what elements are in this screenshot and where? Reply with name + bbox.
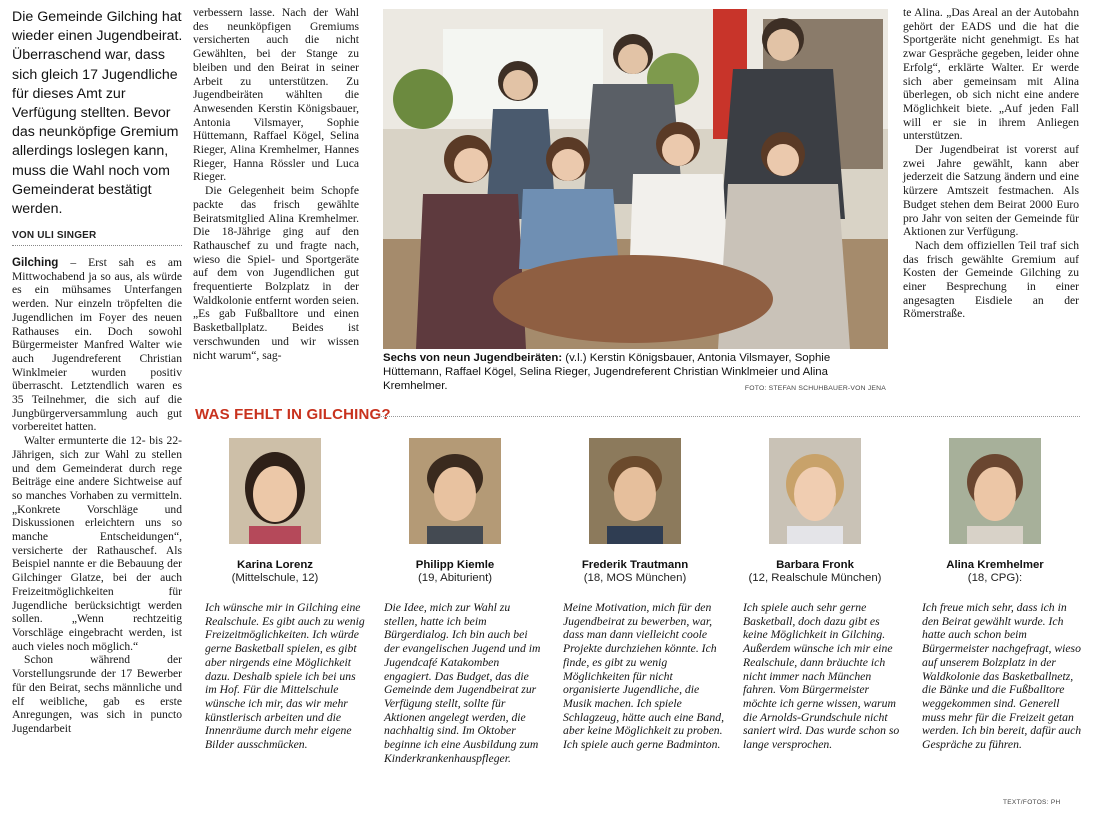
dateline: Gilching	[12, 256, 59, 269]
person-details: (18, CPG):	[967, 572, 1023, 584]
portrait-illustration	[769, 438, 861, 544]
photo-credit: FOTO: STEFAN SCHUHBAUER-VON JENA	[744, 385, 886, 392]
person-quote: Ich spiele auch sehr gerne Basketball, doch dazu gibt es keine Möglichkeit in Gilching. Außerdem wünsche ich mir eine Realschule, dann bräuchte ich nicht immer nach München fahren. Vom Bürgermeister möchte ich gerne wissen, warum die Arnolds-Grundschule nicht saniert wird. Das wurde schon so lange versprochen.	[743, 601, 900, 752]
group-photo	[383, 9, 888, 349]
portrait-photo	[769, 438, 861, 544]
article-paragraph: Schon während der Vorstellungsrunde der 17 Bewerber für den Beirat, sechs männliche und elf weibliche, gab es erste Anregungen, was sich in puncto Jugendarbeit	[12, 653, 182, 735]
portrait-illustration	[409, 438, 501, 544]
byline-divider	[12, 245, 182, 246]
portrait-photo	[229, 438, 321, 544]
person-name: Alina Kremhelmer	[946, 559, 1044, 571]
person-quote: Ich wünsche mir in Gilching eine Realschule. Es gibt auch zu wenig Freizeitmöglichkeiten. Ich würde gerne Basketball spielen, es gibt aber nirgends eine Möglichkeit dazu. Deshalb spiele ich bei uns im Hof. Für die Mittelschule wünsche ich mir, das wir mehr künstlerisch arbeiten und die Innenräume durch mehr eigene Bilder ausschmücken.	[205, 601, 365, 752]
article-paragraph: Walter ermunterte die 12- bis 22-Jährigen, sich zur Wahl zu stellen und dem Gemeinderat durch rege Beiträge eine andere Sichtweise auf so manches Vorhaben zu vermitteln. „Konkrete Vorschläge und Diskussionen erleichtern uns so manche Entscheidungen“, versicherte der Rathauschef. Als Beispiel nannte er die Bebauung der Gilchinger Glatze, bei der auch Freizeitmöglichkeiten für Jugendliche berücksichtigt werden sollen. „Wenn rechtzeitig Vorschläge eingebracht werden, ist auch vieles noch möglich.“	[12, 434, 182, 653]
person-details: (12, Realschule München)	[748, 572, 882, 584]
person-card	[735, 438, 895, 584]
person-quote: Ich freue mich sehr, dass ich in den Beirat gewählt wurde. Ich hatte auch schon beim Bürgermeister nachgefragt, wieso auf unserem Bolzplatz in der Waldkolonie das Basketballnetz, die Bänke und die Fußballtore weggekommen sind. Generell muss mehr für die Freizeit getan werden. Ich bin bereit, dafür auch Gespräche zu führen.	[922, 601, 1082, 752]
article-paragraph: verbessern lasse. Nach der Wahl des neunköpfigen Gremiums versicherten auch die nicht Gewählten, bei der Stange zu bleiben und den Beirat in seiner Arbeit zu unterstützen. Zu Jugendbeiräten wählten die Anwesenden Kerstin Königsbauer, Antonia Vilsmayer, Sophie Hüttemann, Raffael Kögel, Selina Rieger, Alina Kremhelmer, Hannes Rieger, Hanna Rössler und Luca Rieger.	[193, 6, 359, 184]
article-column-1	[12, 256, 182, 736]
article-paragraph: Der Jugendbeirat ist vorerst auf zwei Jahre gewählt, kann aber jederzeit die Satzung ändern und eine kürzere Amtszeit festmachen. Als Budget stehen dem Beirat 2000 Euro pro Jahr von seiten der Gemeinde für Aktionen zur Verfügung.	[903, 143, 1079, 239]
person-name: Philipp Kiemle	[415, 559, 495, 571]
person-quote: Die Idee, mich zur Wahl zu stellen, hatte ich beim Bürgerdialog. Ich bin auch bei der evangelischen Jugend und im Jugendcafé Katakomben engagiert. Das Budget, das die Gemeinde dem Jugendbeirat zur Verfügung stellt, sollte für Aktionen angelegt werden, die nachhaltig sind. Im Oktober beginne ich eine Ausbildung zum Kinderkrankenhauspfleger.	[384, 601, 541, 765]
article-column-2	[193, 6, 359, 362]
person-card	[555, 438, 715, 584]
portrait-illustration	[949, 438, 1041, 544]
article-paragraph: Gilching – Erst sah es am Mittwochabend ja so aus, als würde es ein mühsames Unterfangen werden. Nur einzeln tröpfelten die Jugendlichen im Foyer des neuen Rathauses ein. Doch sowohl Bürgermeister Manfred Walter wie auch Jugendreferent Christian Winklmeier wurden positiv überrascht. Letztendlich waren es 35 Teilnehmer, die sich auf die Jungbürgerversammlung auch gut vorbereitet hatten.	[12, 256, 182, 434]
group-photo-illustration	[383, 9, 888, 349]
photo-caption: Sechs von neun Jugendbeiräten: (v.l.) Kerstin Königsbauer, Antonia Vilsmayer, Sophie Hüttemann, Raffael Kögel, Selina Rieger, Jugendreferent Christian Winklmeier und Alina Kremhelmer.	[383, 352, 831, 392]
portrait-photo	[409, 438, 501, 544]
article-column-3	[903, 6, 1079, 321]
section-title: WAS FEHLT IN GILCHING?	[195, 406, 391, 423]
byline: VON ULI SINGER	[12, 230, 97, 241]
person-card	[915, 438, 1075, 584]
article-paragraph: Nach dem offiziellen Teil traf sich das frisch gewählte Gremium auf Kosten der Gemeinde Gilching zu einer Besprechung in einer angesagten Eisdiele an der Römerstraße.	[903, 238, 1079, 321]
portrait-photo	[589, 438, 681, 544]
person-card	[375, 438, 535, 584]
person-name: Frederik Trautmann	[581, 559, 689, 571]
person-name: Barbara Fronk	[776, 559, 854, 571]
portrait-photo	[949, 438, 1041, 544]
person-details: (19, Abiturient)	[417, 572, 493, 584]
article-paragraph: Die Gelegenheit beim Schopfe packte das frisch gewählte Beiratsmitglied Alina Kremhelmer. Die 18-Jährige ging auf den Rathauschef zu und fragte nach, wieso die Spiel- und Sportgeräte auf dem von Jugendlichen gut frequentierte Bolzplatz in der Waldkolonie entfernt worden seien. „Es gab Fußballtore und einen Basketballplatz. Beides ist verschwunden und wir wissen nicht warum“, sag-	[193, 184, 359, 362]
portrait-illustration	[229, 438, 321, 544]
portrait-illustration	[589, 438, 681, 544]
text-photo-credit: TEXT/FOTOS: PH	[1003, 799, 1061, 806]
section-divider	[378, 416, 1080, 417]
person-details: (Mittelschule, 12)	[231, 572, 319, 584]
person-card	[195, 438, 355, 584]
article-lead: Die Gemeinde Gilching hat wieder einen Jugendbeirat. Überraschend war, dass sich gleich 17 Jugendliche für dieses Amt zur Verfügung stellten. Bevor das neunköpfige Gremium allerdings loslegen kann, muss die Wahl noch vom Gemeinderat bestätigt werden.	[12, 9, 183, 218]
person-details: (18, MOS München)	[583, 572, 687, 584]
person-quote: Meine Motivation, mich für den Jugendbeirat zu bewerben, war, dass man dann vielleicht coole Projekte durchziehen könnte. Ich finde, es gibt zu wenig Möglichkeiten für nicht organisierte Jugendliche, die Musik machen. Ich spiele Schlagzeug, hätte auch eine Band, aber keine Möglichkeit zu proben. Ich spiele auch gerne Badminton.	[563, 601, 724, 752]
person-name: Karina Lorenz	[237, 559, 313, 571]
article-paragraph: te Alina. „Das Areal an der Autobahn gehört der EADS und die hat die Sportgeräte nicht genehmigt. Es hat zwar Gespräche gegeben, leider ohne Erfolg“, erklärte Walter. Er werde sich aber gemeinsam mit Alina überlegen, ob sich nicht eine andere Möglichkeit biete. „Auf jeden Fall will er sie in ihrem Anliegen unterstützen.	[903, 6, 1079, 143]
